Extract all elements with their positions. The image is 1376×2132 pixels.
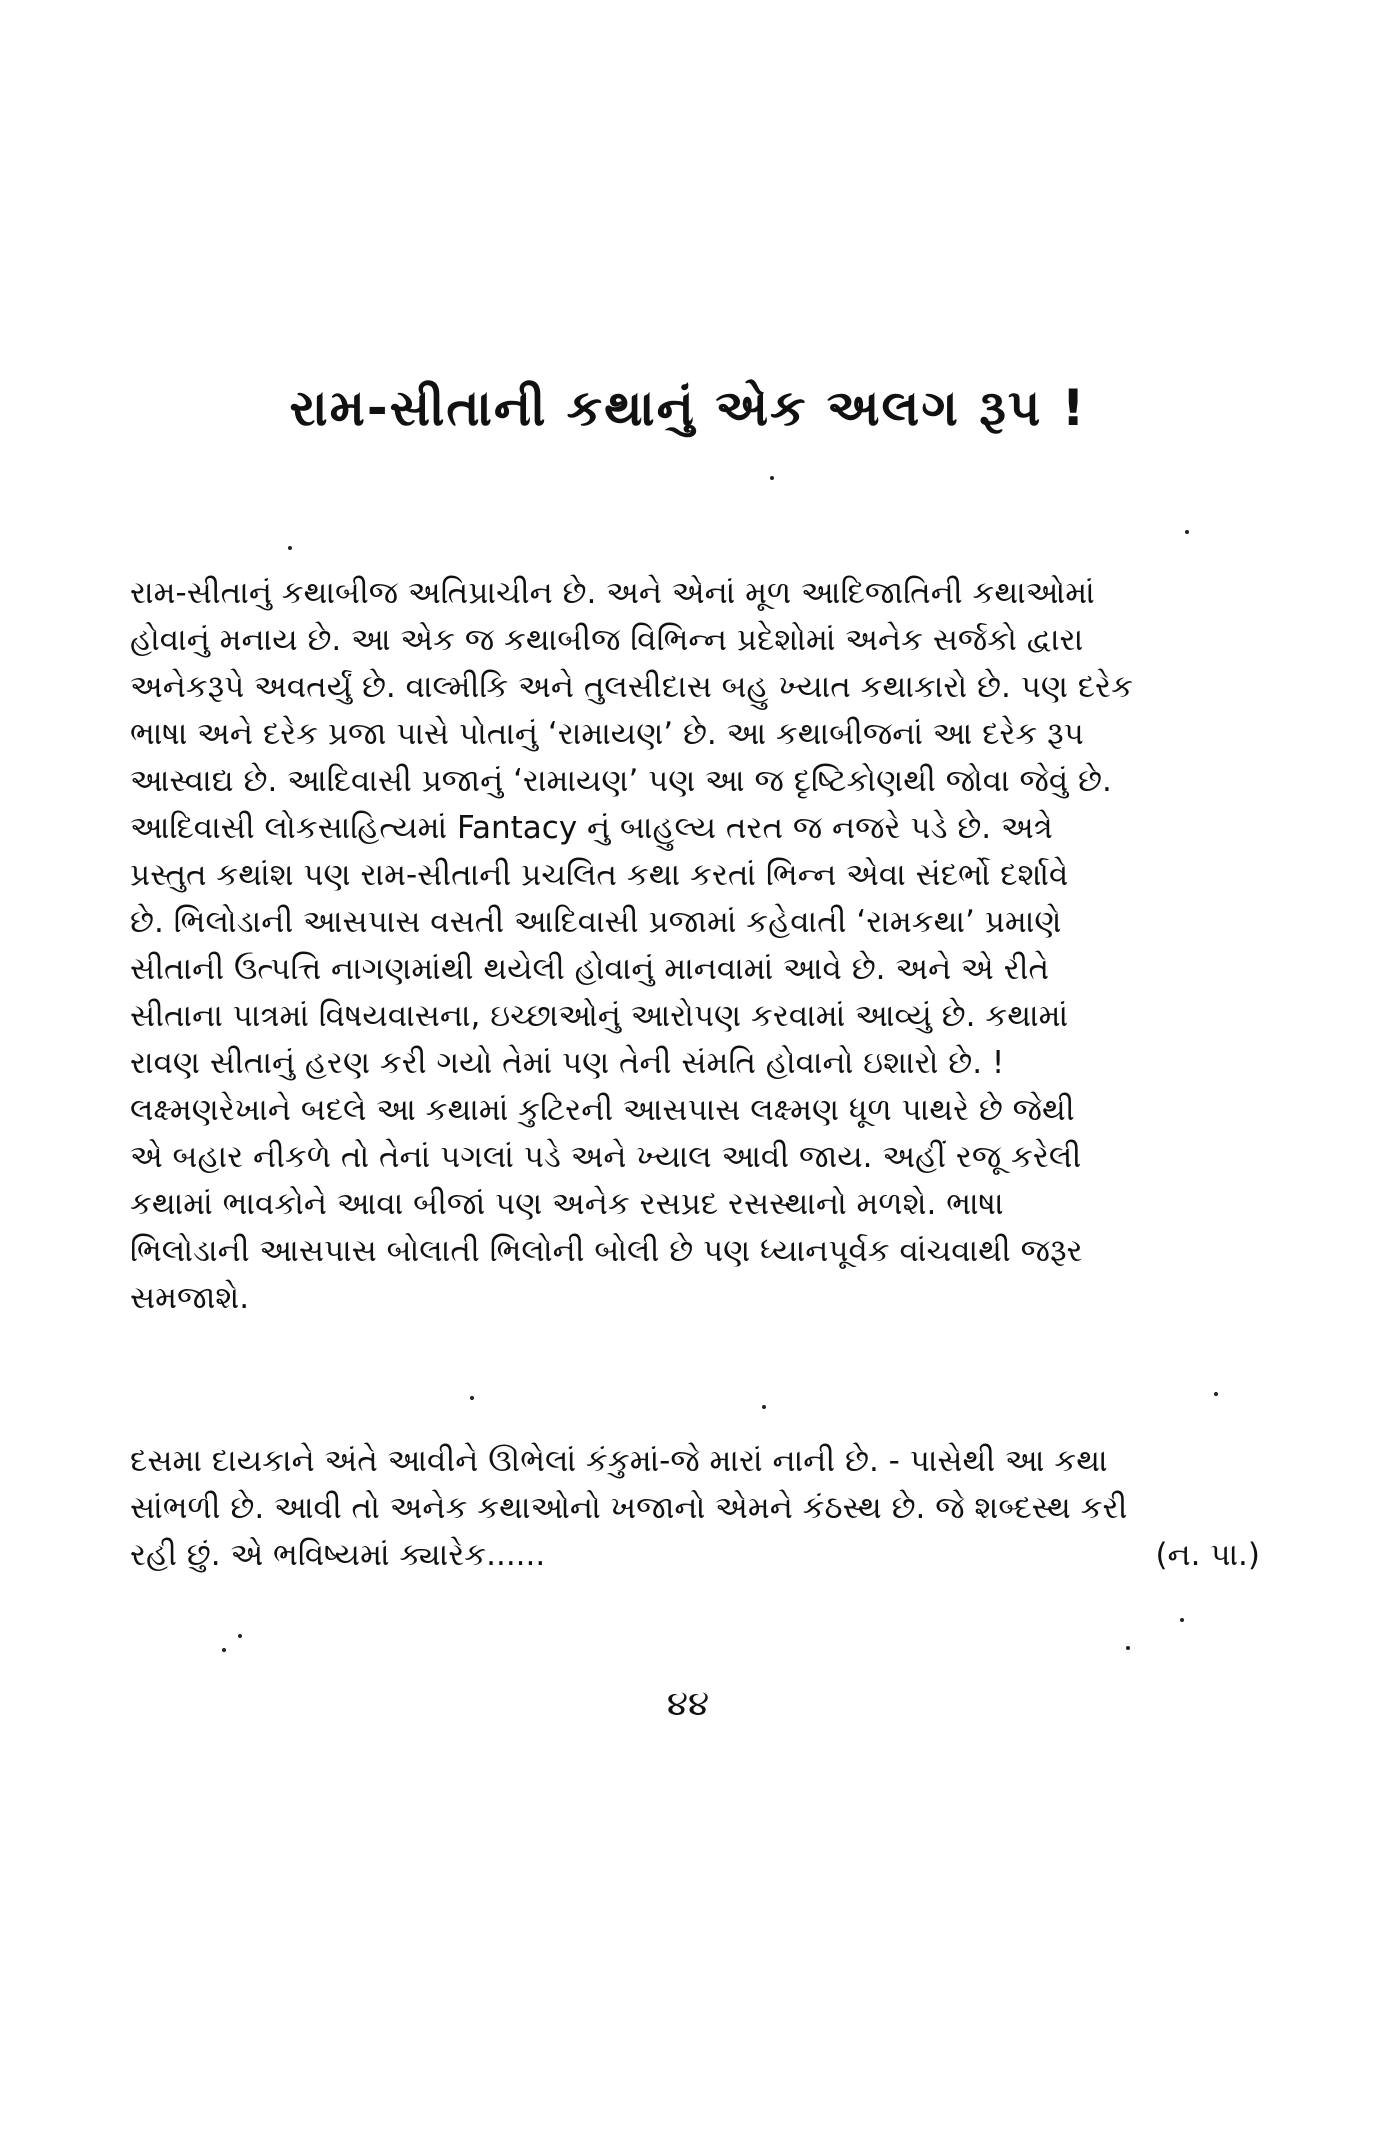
paragraph-line: પ્રસ્તુત કથાંશ પણ રામ-સીતાની પ્રચલિત કથા કરતાં ભિન્ન એવા સંદર્ભો દર્શાવે: [130, 857, 1069, 893]
closing-paragraph: [130, 1438, 1260, 1579]
paragraph-line: સીતાના પાત્રમાં વિષયવાસના, ઇચ્છાઓનું આરોપણ કરવામાં આવ્યું છે. કથામાં: [130, 998, 1069, 1034]
paragraph-line: લક્ષ્મણરેખાને બદલે આ કથામાં કુટિરની આસપાસ લક્ષ્મણ ધૂળ પાથરે છે જેથી: [130, 1092, 1075, 1128]
paragraph-line: સાંભળી છે. આવી તો અનેક કથાઓનો ખજાનો એમને કંઠસ્થ છે. જે શબ્દસ્થ કરી: [130, 1490, 1128, 1526]
paragraph-line: આસ્વાદ્ય છે. આદિવાસી પ્રજાનું ‘રામાયણ’ પણ આ જ દૃષ્ટિકોણથી જોવા જેવું છે.: [130, 763, 1112, 799]
scan-speck: [288, 546, 292, 550]
paragraph-last-line: [130, 1532, 1260, 1579]
paragraph-line: કથામાં ભાવકોને આવા બીજાં પણ અનેક રસપ્રદ રસસ્થાનો મળશે. ભાષા: [130, 1186, 1004, 1222]
scan-speck: [238, 1634, 242, 1638]
scan-speck: [762, 1405, 766, 1409]
page-number: ૪૪: [666, 1684, 710, 1724]
paragraph-line: સમજાશે.: [130, 1280, 250, 1316]
scan-speck: [1185, 530, 1189, 534]
author-signature: (ન. પા.): [1155, 1537, 1260, 1573]
paragraph-line: ભિલોડાની આસપાસ બોલાતી ભિલોની બોલી છે પણ ધ્યાનપૂર્વક વાંચવાથી જરૂર: [130, 1233, 1083, 1269]
scan-speck: [1126, 1646, 1130, 1650]
scan-speck: [470, 1396, 474, 1400]
paragraph-line: રહી છું. એ ભવિષ્યમાં ક્યારેક......: [130, 1537, 546, 1573]
scan-speck: [1180, 1618, 1184, 1622]
paragraph-line: એ બહાર નીકળે તો તેનાં પગલાં પડે અને ખ્યાલ આવી જાય. અહીં રજૂ કરેલી: [130, 1139, 1082, 1175]
scan-speck: [770, 476, 774, 480]
intro-paragraph: [130, 570, 1260, 1322]
paragraph-line: રામ-સીતાનું કથાબીજ અતિપ્રાચીન છે. અને એનાં મૂળ આદિજાતિની કથાઓમાં: [130, 575, 1095, 611]
paragraph-line: હોવાનું મનાય છે. આ એક જ કથાબીજ વિભિન્ન પ્રદેશોમાં અનેક સર્જકો દ્વારા: [130, 622, 1084, 658]
paragraph-line: દસમા દાયકાને અંતે આવીને ઊભેલાં કંકુમાં-જે મારાં નાની છે. - પાસેથી આ કથા: [130, 1443, 1108, 1479]
paragraph-line: આદિવાસી લોકસાહિત્યમાં Fantacy નું બાહુલ્ય તરત જ નજરે પડે છે. અત્રે: [130, 810, 1053, 846]
scan-speck: [222, 1648, 226, 1652]
paragraph-line: છે. ભિલોડાની આસપાસ વસતી આદિવાસી પ્રજામાં કહેવાતી ‘રામકથા’ પ્રમાણે: [130, 904, 1062, 940]
paragraph-line: સીતાની ઉત્પત્તિ નાગણમાંથી થયેલી હોવાનું માનવામાં આવે છે. અને એ રીતે: [130, 951, 1050, 987]
page-title: રામ-સીતાની કથાનું એક અલગ રૂપ !: [289, 379, 1087, 437]
paragraph-line: અનેકરૂપે અવતર્યું છે. વાલ્મીકિ અને તુલસીદાસ બહુ ખ્યાત કથાકારો છે. પણ દરેક: [130, 669, 1133, 705]
scan-speck: [1214, 1392, 1218, 1396]
paragraph-line: રાવણ સીતાનું હરણ કરી ગયો તેમાં પણ તેની સંમતિ હોવાનો ઇશારો છે. !: [130, 1045, 1005, 1081]
paragraph-line: ભાષા અને દરેક પ્રજા પાસે પોતાનું ‘રામાયણ’ છે. આ કથાબીજનાં આ દરેક રૂપ: [130, 716, 1084, 752]
